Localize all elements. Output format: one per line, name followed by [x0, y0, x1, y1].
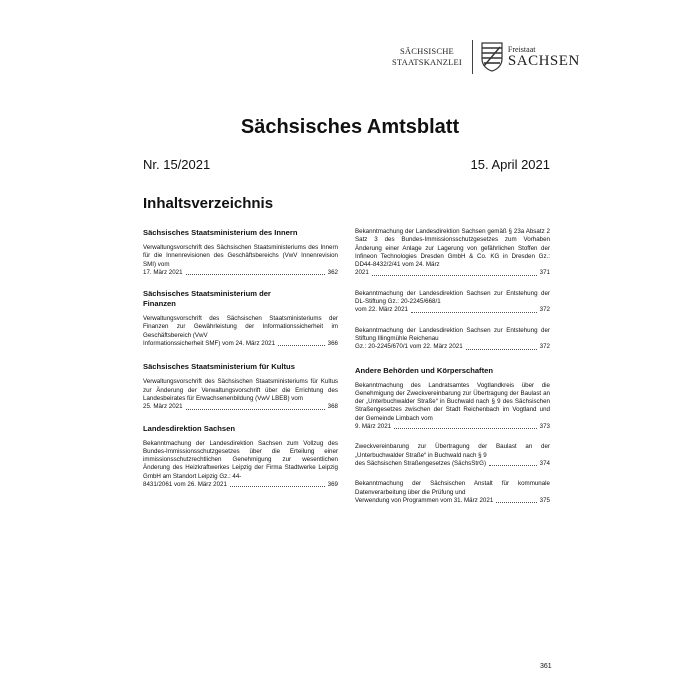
freistaat-text: Freistaat	[507, 44, 536, 54]
section-heading: Landesdirektion Sachsen	[143, 423, 235, 433]
entry-page: 362	[327, 268, 338, 276]
entry-text: Bekanntmachung der Sächsischen Anstalt für kommunale Datenverarbeitung über die Prüfung und	[355, 480, 550, 496]
entry-text: Verwaltungsvorschrift des Sächsischen Staatsministeriums des Innern für die Innenrevisionen des Geschäftsbereichs (VwV Innenrevision SMI) vom	[143, 244, 338, 268]
entry-last-line: 25. März 2021	[143, 403, 183, 411]
leader-dots	[394, 427, 537, 429]
saxony-crest-icon	[481, 42, 503, 72]
toc-entry[interactable]	[143, 315, 338, 348]
toc-left-column	[143, 228, 338, 501]
staatskanzlei-line1: SÄCHSISCHE	[399, 46, 454, 56]
entry-last-line: Informationssicherheit SMF) vom 24. März 2021	[143, 340, 276, 348]
entry-last-line: 2021	[355, 269, 369, 277]
entry-page: 372	[539, 306, 550, 314]
entry-text: Bekanntmachung der Landesdirektion Sachsen zum Vollzug des Bundes-Immissionsschutzgesetzes über die Erteilung einer immissionsschutzrechtlichen Genehmigung zur wesentlichen Änderung des Heizkraftwerkes Leipzig der Firma Stadtwerke Leipzig GmbH am Standort Leipzig Gz.: 44-	[143, 439, 338, 480]
section-heading: Andere Behörden und Körperschaften	[355, 365, 493, 375]
leader-dots	[278, 344, 325, 346]
entry-last-line: des Sächsischen Straßengesetzes (SächsStrG)	[355, 459, 487, 467]
toc-section	[143, 289, 338, 348]
leader-dots	[186, 273, 325, 275]
staatskanzlei-logo	[392, 46, 462, 68]
entry-page: 366	[327, 340, 338, 348]
leader-dots	[230, 485, 325, 487]
entry-text: Bekanntmachung der Landesdirektion Sachsen zur Entstehung der Stiftung Illingmühle Reichenau	[355, 326, 550, 342]
toc-entry[interactable]	[143, 440, 338, 490]
toc-entry[interactable]	[355, 228, 550, 278]
issue-date: 15. April 2021	[470, 157, 550, 172]
document-title: Sächsisches Amtsblatt	[240, 116, 460, 138]
entry-page: 374	[539, 459, 550, 467]
section-heading: Sächsisches Staatsministerium der Finanzen	[143, 289, 271, 309]
leader-dots	[372, 274, 537, 276]
toc-entry[interactable]	[355, 327, 550, 352]
entry-last-line: Verwendung von Programmen vom 31. März 2021	[355, 496, 494, 504]
header-logos	[392, 38, 580, 76]
entry-text: Bekanntmachung der Landesdirektion Sachsen zur Entstehung der DL-Stiftung Gz.: 20-2245/668/1	[355, 289, 550, 306]
toc-section	[143, 424, 338, 490]
entry-page: 373	[539, 423, 550, 431]
toc-entry[interactable]	[355, 382, 550, 432]
section-heading: Sächsisches Staatsministerium für Kultus	[143, 362, 295, 372]
staatskanzlei-line2: STAATSKANZLEI	[392, 57, 462, 67]
logo-divider	[472, 40, 473, 74]
entry-last-line: Gz.: 20-2245/670/1 vom 22. März 2021	[355, 343, 463, 351]
issue-number: Nr. 15/2021	[143, 157, 211, 172]
sachsen-text: SACHSEN	[507, 52, 580, 69]
leader-dots	[466, 348, 537, 350]
entry-text: Bekanntmachung der Landesdirektion Sachsen gemäß § 23a Absatz 2 Satz 3 des Bundes-Immissionsschutzgesetzes zum Vorhaben Änderung einer Anlage zur Lagerung von gefährlichen Stoffen der Infineon Technologies Dresden GmbH & Co. KG in Dresden Gz.: DD44-8432/2/41 vom 24. März	[355, 228, 550, 269]
leader-dots	[186, 408, 325, 410]
entry-page: 369	[327, 481, 338, 489]
toc-entry[interactable]	[355, 290, 550, 315]
toc-right-column	[355, 228, 550, 517]
entry-page: 368	[327, 403, 338, 411]
toc-section	[143, 228, 338, 277]
entry-text: Verwaltungsvorschrift des Sächsischen Staatsministeriums der Finanzen zur Gewährleistung der Informationssicherheit im Geschäftsbereich (VwV	[143, 315, 338, 339]
toc-section	[355, 228, 550, 352]
leader-dots	[489, 464, 537, 466]
entry-page: 375	[539, 496, 550, 504]
entry-last-line: 17. März 2021	[143, 268, 183, 276]
toc-section	[355, 366, 550, 506]
freistaat-sachsen-logo	[508, 46, 580, 69]
entry-page: 371	[539, 269, 550, 277]
page-number: 361	[540, 663, 552, 670]
leader-dots	[496, 501, 536, 503]
entry-text: Bekanntmachung des Landratsamtes Vogtlandkreis über die Genehmigung der Zweckvereinbarung zur Übertragung der Baulast an der „Unterbuchwalder Straße“ in Buchwald nach § 9 des Sächsischen Straßengesetzes zwischen der Stadt Reichenbach im Vogtland und der Gemeinde Limbach vom	[355, 381, 550, 422]
section-heading: Sächsisches Staatsministerium des Innern	[143, 228, 298, 237]
toc-entry[interactable]	[355, 443, 550, 468]
toc-entry[interactable]	[355, 480, 550, 505]
toc-section	[143, 362, 338, 411]
entry-text: Verwaltungsvorschrift des Sächsischen Staatsministeriums für Kultus zur Änderung der Verwaltungsvorschrift über die Errichtung des Landesbeirates für Erwachsenenbildung (VwV LBEB) vom	[143, 378, 338, 402]
entry-page: 372	[539, 343, 550, 351]
entry-last-line: vom 22. März 2021	[355, 306, 408, 314]
toc-heading: Inhaltsverzeichnis	[143, 195, 274, 212]
leader-dots	[411, 311, 537, 313]
entry-last-line: 9. März 2021	[355, 423, 392, 431]
toc-entry[interactable]	[143, 244, 338, 277]
entry-last-line: 8431/2061 vom 26. März 2021	[143, 481, 227, 489]
toc-entry[interactable]	[143, 378, 338, 411]
entry-text: Zweckvereinbarung zur Übertragung der Baulast an der „Unterbuchwalder Straße“ in Buchwald nach § 9	[355, 443, 550, 459]
